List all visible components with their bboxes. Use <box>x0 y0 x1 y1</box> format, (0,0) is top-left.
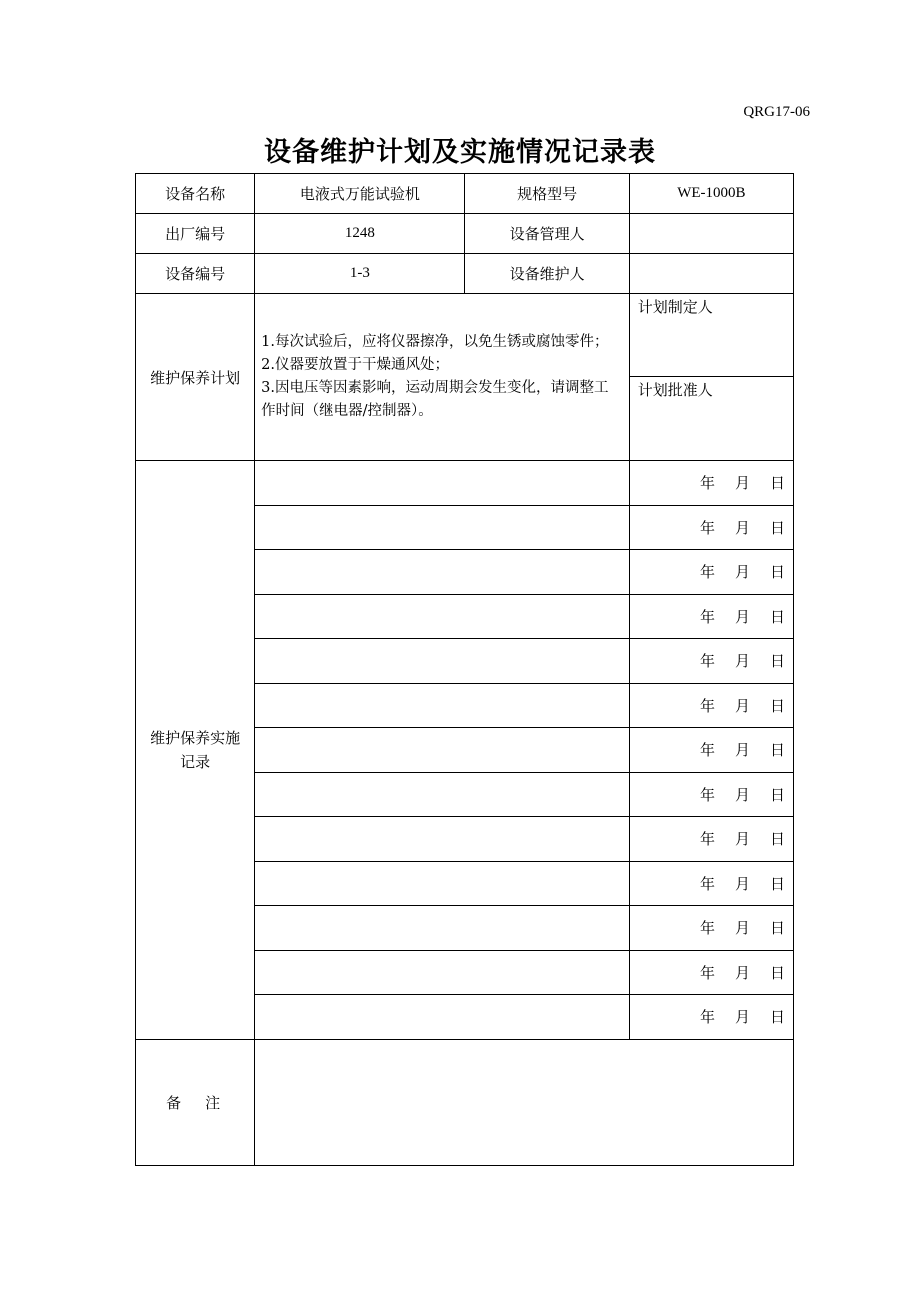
maintenance-record-table <box>135 173 794 1166</box>
date-month: 月 <box>734 919 750 938</box>
table-row <box>136 174 794 214</box>
date-day: 日 <box>769 652 785 671</box>
date-month: 月 <box>734 474 750 493</box>
record-content[interactable] <box>255 594 630 639</box>
manager-value[interactable] <box>629 214 793 254</box>
model-value: WE-1000B <box>629 174 793 214</box>
record-content[interactable] <box>255 906 630 951</box>
maintainer-label: 设备维护人 <box>465 254 629 294</box>
date-month: 月 <box>734 963 750 982</box>
date-month: 月 <box>734 741 750 760</box>
record-date[interactable] <box>629 683 793 728</box>
approver-label: 计划批准人 <box>637 381 713 399</box>
date-day: 日 <box>769 741 785 760</box>
date-year: 年 <box>699 607 715 626</box>
record-row <box>136 461 794 506</box>
remark-content[interactable] <box>255 1039 794 1165</box>
date-day: 日 <box>769 518 785 537</box>
plan-line-1: 1.每次试验后，应将仪器擦净，以免生锈或腐蚀零件； <box>261 334 609 350</box>
document-code: QRG17-06 <box>743 104 810 120</box>
equipment-no-label: 设备编号 <box>136 254 255 294</box>
record-content[interactable] <box>255 817 630 862</box>
record-date[interactable] <box>629 772 793 817</box>
plan-content <box>255 294 630 461</box>
equipment-no-value: 1-3 <box>255 254 465 294</box>
remark-row <box>136 1039 794 1165</box>
record-date[interactable] <box>629 639 793 684</box>
date-year: 年 <box>699 518 715 537</box>
date-day: 日 <box>769 563 785 582</box>
factory-no-value: 1248 <box>255 214 465 254</box>
planner-label: 计划制定人 <box>637 298 713 316</box>
equipment-name-label: 设备名称 <box>136 174 255 214</box>
model-label: 规格型号 <box>465 174 629 214</box>
record-content[interactable] <box>255 683 630 728</box>
table-row <box>136 254 794 294</box>
plan-label: 维护保养计划 <box>136 294 255 461</box>
date-year: 年 <box>699 652 715 671</box>
date-month: 月 <box>734 830 750 849</box>
record-date[interactable] <box>629 950 793 995</box>
date-day: 日 <box>769 1008 785 1027</box>
manager-label: 设备管理人 <box>465 214 629 254</box>
date-year: 年 <box>699 741 715 760</box>
record-content[interactable] <box>255 995 630 1040</box>
record-content[interactable] <box>255 461 630 506</box>
date-month: 月 <box>734 785 750 804</box>
page-title: 设备维护计划及实施情况记录表 <box>264 137 656 168</box>
date-year: 年 <box>699 874 715 893</box>
plan-line-2: 2.仪器要放置于干燥通风处； <box>261 357 450 373</box>
date-day: 日 <box>769 919 785 938</box>
date-day: 日 <box>769 874 785 893</box>
record-date[interactable] <box>629 817 793 862</box>
record-content[interactable] <box>255 861 630 906</box>
record-date[interactable] <box>629 995 793 1040</box>
planner-box[interactable] <box>630 294 793 377</box>
date-year: 年 <box>699 474 715 493</box>
record-date[interactable] <box>629 728 793 773</box>
plan-signers <box>629 294 793 461</box>
record-date[interactable] <box>629 461 793 506</box>
date-year: 年 <box>699 1008 715 1027</box>
plan-row <box>136 294 794 461</box>
approver-box[interactable] <box>630 377 793 460</box>
date-year: 年 <box>699 830 715 849</box>
record-date[interactable] <box>629 550 793 595</box>
date-day: 日 <box>769 696 785 715</box>
date-year: 年 <box>699 563 715 582</box>
record-date[interactable] <box>629 594 793 639</box>
records-label-line-2: 记录 <box>180 752 211 771</box>
date-year: 年 <box>699 919 715 938</box>
date-day: 日 <box>769 607 785 626</box>
record-content[interactable] <box>255 772 630 817</box>
plan-line-3: 3.因电压等因素影响，运动周期会发生变化，请调整工作时间（继电器/控制器）。 <box>261 380 609 419</box>
record-content[interactable] <box>255 550 630 595</box>
records-label-line-1: 维护保养实施 <box>150 728 241 747</box>
table-row <box>136 214 794 254</box>
date-year: 年 <box>699 963 715 982</box>
date-month: 月 <box>734 1008 750 1027</box>
maintainer-value[interactable] <box>629 254 793 294</box>
equipment-name-value: 电液式万能试验机 <box>255 174 465 214</box>
record-date[interactable] <box>629 861 793 906</box>
record-content[interactable] <box>255 728 630 773</box>
date-month: 月 <box>734 696 750 715</box>
record-content[interactable] <box>255 639 630 684</box>
records-label <box>136 461 255 1040</box>
date-day: 日 <box>769 474 785 493</box>
date-month: 月 <box>734 607 750 626</box>
remark-label: 备注 <box>136 1039 255 1165</box>
record-date[interactable] <box>629 906 793 951</box>
record-content[interactable] <box>255 505 630 550</box>
date-year: 年 <box>699 696 715 715</box>
date-month: 月 <box>734 518 750 537</box>
factory-no-label: 出厂编号 <box>136 214 255 254</box>
date-day: 日 <box>769 830 785 849</box>
date-year: 年 <box>699 785 715 804</box>
date-month: 月 <box>734 874 750 893</box>
date-day: 日 <box>769 785 785 804</box>
record-date[interactable] <box>629 505 793 550</box>
date-month: 月 <box>734 563 750 582</box>
record-content[interactable] <box>255 950 630 995</box>
date-month: 月 <box>734 652 750 671</box>
date-day: 日 <box>769 963 785 982</box>
